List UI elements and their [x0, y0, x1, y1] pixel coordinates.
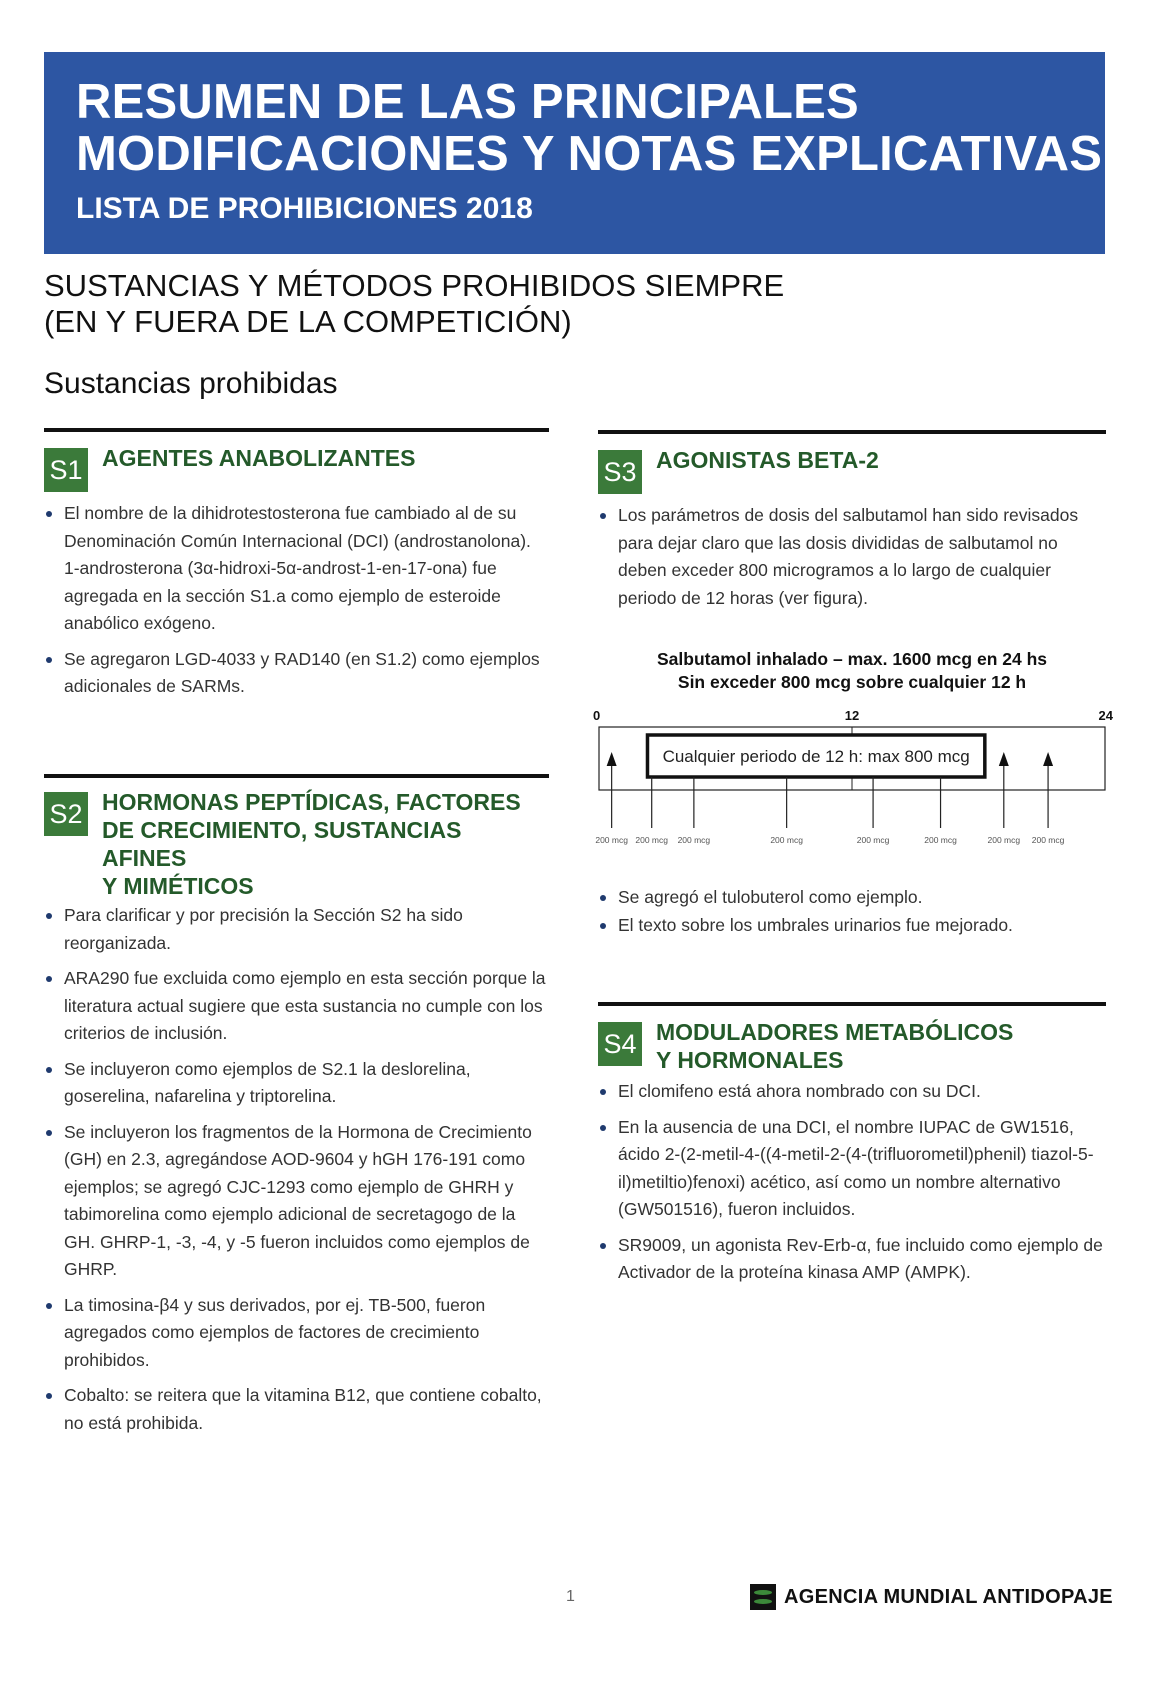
arrow-up-icon [607, 752, 617, 766]
bullet-icon [46, 976, 52, 982]
section-s3 [598, 430, 1106, 620]
title-banner [44, 52, 1105, 254]
organization-name: AGENCIA MUNDIAL ANTIDOPAJE [784, 1585, 1113, 1608]
bullet-item [44, 1056, 549, 1111]
bullet-icon [46, 657, 52, 663]
section-s2 [44, 774, 549, 1445]
bullet-text: La timosina-β4 y sus derivados, por ej. TB-500, fueron agregados como ejemplos de factores de crecimiento prohibidos. [64, 1294, 486, 1370]
bullet-item [44, 1382, 549, 1437]
section-s3-notes [598, 884, 1106, 939]
bullet-text: Cobalto: se reitera que la vitamina B12, que contiene cobalto, no está prohibida. [64, 1385, 542, 1433]
section-title: HORMONAS PEPTÍDICAS, FACTORES DE CRECIMIENTO, SUSTANCIAS AFINES Y MIMÉTICOS [102, 789, 521, 899]
dose-label: 200 mcg [1031, 835, 1065, 845]
section-title: MODULADORES METABÓLICOS Y HORMONALES [656, 1019, 1014, 1073]
section-divider [598, 1002, 1106, 1006]
section-divider [44, 428, 549, 432]
section-divider [44, 774, 549, 778]
bullet-list [598, 884, 1106, 939]
section-s1 [44, 428, 549, 709]
bullet-item [44, 965, 549, 1048]
bullet-icon [600, 1089, 606, 1095]
bullet-text: El texto sobre los umbrales urinarios fue mejorado. [618, 914, 1013, 935]
bullet-icon [600, 513, 606, 519]
bullet-item [598, 1232, 1106, 1287]
window-label: Cualquier periodo de 12 h: max 800 mcg [662, 747, 970, 766]
bullet-text: Se agregó el tulobuterol como ejemplo. [618, 887, 923, 907]
bullet-icon [600, 1125, 606, 1131]
section-s4 [598, 1002, 1106, 1295]
bullet-text: El clomifeno está ahora nombrado con su DCI. [618, 1081, 981, 1101]
axis-label: 24 [1098, 708, 1113, 723]
section-title: AGONISTAS BETA-2 [656, 447, 879, 473]
bullet-item [44, 646, 549, 701]
dose-label: 200 mcg [595, 835, 628, 845]
bullet-icon [600, 1243, 606, 1249]
bullet-icon [46, 913, 52, 919]
page-heading: SUSTANCIAS Y MÉTODOS PROHIBIDOS SIEMPRE (EN Y FUERA DE LA COMPETICIÓN) [44, 268, 785, 339]
bullet-item [598, 884, 1106, 912]
bullet-icon [600, 895, 606, 901]
axis-label: 12 [844, 708, 860, 723]
document-subtitle: LISTA DE PROHIBICIONES 2018 [76, 192, 533, 225]
bullet-text: SR9009, un agonista Rev-Erb-α, fue incluido como ejemplo de Activador de la proteína kinasa AMP (AMPK). [618, 1234, 1103, 1282]
arrow-up-icon [999, 752, 1009, 766]
bullet-icon [46, 1303, 52, 1309]
footer-logo [750, 1584, 1113, 1610]
salbutamol-dose-timeline [590, 700, 1120, 860]
dose-label: 200 mcg [987, 835, 1021, 845]
bullet-icon [600, 923, 606, 929]
figure-title-line-2: Sin exceder 800 mcg sobre cualquier 12 h [677, 672, 1027, 692]
bullet-icon [46, 511, 52, 517]
bullet-item [598, 1114, 1106, 1224]
bullet-list [598, 1078, 1106, 1287]
bullet-icon [46, 1067, 52, 1073]
section-divider [598, 430, 1106, 434]
bullet-text: Los parámetros de dosis del salbutamol han sido revisados para dejar claro que las dosis divididas de salbutamol no deben exceder 800 microgramos a lo largo de cualquier periodo de 12 horas (ver figura). [618, 505, 1079, 608]
bullet-item [44, 1292, 549, 1375]
bullet-list [598, 502, 1106, 612]
section-badge: S3 [598, 450, 642, 494]
dose-label: 200 mcg [677, 835, 711, 845]
bullet-item [44, 902, 549, 957]
bullet-text: Se incluyeron los fragmentos de la Hormona de Crecimiento (GH) en 2.3, agregándose AOD-9604 y hGH 176-191 como ejemplos; se agregó CJC-1293 como ejemplo de GHRH y tabimorelina como ejemplo adicional de secretagogo de la GH. GHRP-1, -3, -4, y -5 fueron incluidos como ejemplos de GHRP. [64, 1121, 532, 1279]
dose-label: 200 mcg [635, 835, 669, 845]
document-title: RESUMEN DE LAS PRINCIPALES MODIFICACIONES Y NOTAS EXPLICATIVAS [76, 75, 1103, 181]
section-badge: S4 [598, 1022, 642, 1066]
dose-label: 200 mcg [924, 835, 957, 845]
bullet-text: Se agregaron LGD-4033 y RAD140 (en S1.2) como ejemplos adicionales de SARMs. [64, 648, 540, 696]
bullet-icon [46, 1393, 52, 1399]
bullet-item [44, 1119, 549, 1284]
bullet-text: ARA290 fue excluida como ejemplo en esta sección porque la literatura actual sugiere que esta sustancia no cumple con los criterios de inclusión. [64, 968, 546, 1043]
figure-title-line-1: Salbutamol inhalado – max. 1600 mcg en 24 hs [656, 649, 1047, 669]
bullet-text: El nombre de la dihidrotestosterona fue cambiado al de su Denominación Común Internacional (DCI) (androstanolona). 1-androsterona (3α-hidroxi-5α-androst-1-en-17-ona) fue agregada en la sección S1.a como ejemplo de esteroide anabólico exógeno. [64, 503, 531, 633]
section-badge: S1 [44, 448, 88, 492]
bullet-item [598, 1078, 1106, 1106]
bullet-item [598, 912, 1106, 940]
bullet-list [44, 500, 549, 701]
bullet-text: Para clarificar y por precisión la Sección S2 ha sido reorganizada. [64, 905, 463, 953]
figure-title [598, 648, 1106, 694]
section-title: AGENTES ANABOLIZANTES [102, 445, 416, 471]
wada-logo-icon [750, 1584, 776, 1610]
section-badge: S2 [44, 792, 88, 836]
arrow-up-icon [1043, 752, 1053, 766]
dose-label: 200 mcg [856, 835, 890, 845]
bullet-text: Se incluyeron como ejemplos de S2.1 la deslorelina, goserelina, nafarelina y triptorelina. [64, 1058, 471, 1106]
bullet-list [44, 902, 549, 1437]
bullet-item [44, 500, 549, 638]
page-number: 1 [566, 1588, 575, 1605]
dose-label: 200 mcg [770, 835, 803, 845]
sub-heading: Sustancias prohibidas [44, 367, 338, 400]
bullet-item [598, 502, 1106, 612]
bullet-text: En la ausencia de una DCI, el nombre IUPAC de GW1516, ácido 2-(2-metil-4-((4-metil-2-(4-(trifluorometil)phenil) tiazol-5-il)metiltio)fenoxi) acético, así como un nombre alternativo (GW501516), fueron incluidos. [618, 1116, 1094, 1219]
bullet-icon [46, 1130, 52, 1136]
axis-label: 0 [593, 708, 601, 723]
